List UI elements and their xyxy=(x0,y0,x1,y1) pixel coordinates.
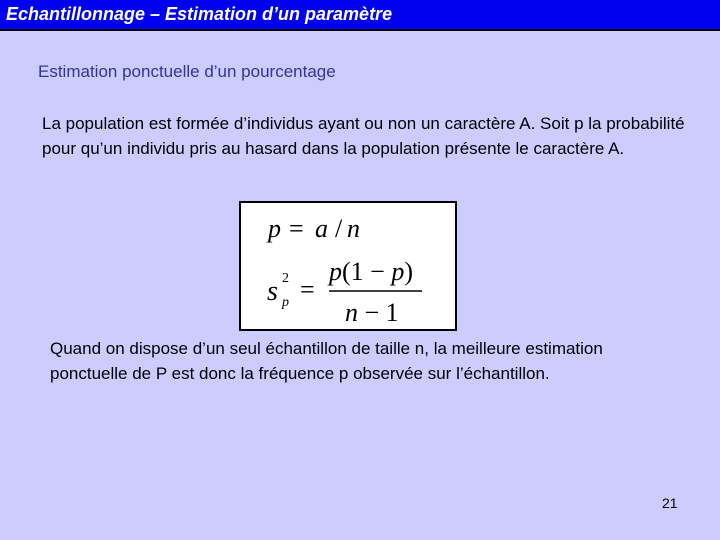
formula-num-paren: (1 − xyxy=(342,257,392,286)
formula-denominator xyxy=(345,298,399,327)
formula-box xyxy=(239,201,457,331)
formula-den-rest: − 1 xyxy=(358,298,399,327)
formula-num-p: p xyxy=(329,257,342,286)
formula-numerator xyxy=(327,257,413,286)
formula-num-close: ) xyxy=(404,257,413,286)
slide-title: Echantillonnage – Estimation d’un paramètre xyxy=(6,4,393,24)
slide-subtitle: Estimation ponctuelle d’un pourcentage xyxy=(38,62,336,81)
page-number: 21 xyxy=(662,495,678,511)
formula-a: a xyxy=(315,214,328,243)
formula-superscript: 2 xyxy=(282,271,289,286)
formula-equals-2: = xyxy=(300,275,315,304)
formula-s: s xyxy=(267,276,278,307)
formula-p: p xyxy=(268,214,281,243)
paragraph-conclusion: Quand on dispose d’un seul échantillon de taille n, la meilleure estimation ponctuelle de P est donc la fréquence p observée sur l’échantillon. xyxy=(50,339,603,383)
formula-equals-1: = xyxy=(289,214,304,243)
title-bar xyxy=(0,0,720,31)
formula-den-n: n xyxy=(345,298,358,327)
formula-num-p2: p xyxy=(391,257,405,286)
formula-slash: / xyxy=(335,214,343,243)
formula-n: n xyxy=(347,214,360,243)
formula-subscript: p xyxy=(282,295,289,310)
paragraph-definition: La population est formée d’individus ayant ou non un caractère A. Soit p la probabilité pour qu’un individu pris au hasard dans la population présente le caractère A. xyxy=(42,114,685,158)
formula-svg xyxy=(241,203,455,329)
